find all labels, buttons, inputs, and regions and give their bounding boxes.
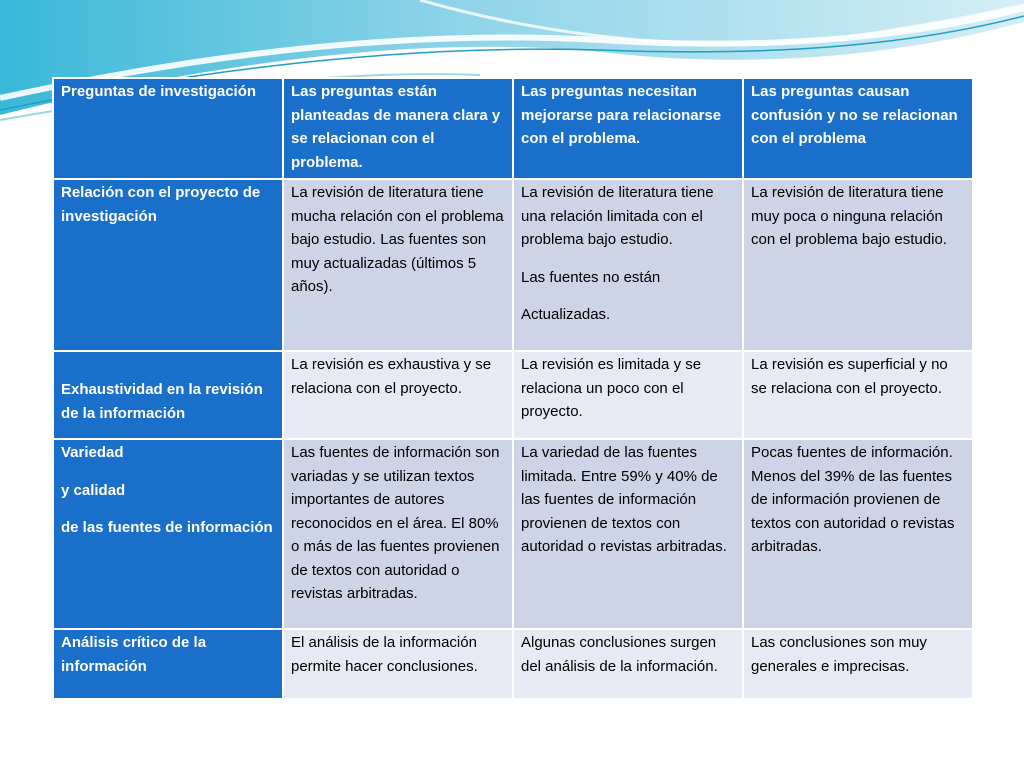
criterion-line: Variedad: [61, 444, 124, 461]
rubric-row: [53, 179, 973, 351]
header-level-low: Las preguntas causan confusión y no se relacionan con el problema: [743, 78, 973, 179]
row-level-mid: Algunas conclusiones surgen del análisis de la información.: [513, 629, 743, 699]
cell-paragraph: Actualizadas.: [521, 306, 611, 323]
rubric-row: [53, 629, 973, 699]
row-level-mid: La revisión es limitada y se relaciona un poco con el proyecto.: [513, 351, 743, 439]
row-level-high: La revisión de literatura tiene mucha relación con el problema bajo estudio. Las fuentes son muy actualizadas (últimos 5 años).: [283, 179, 513, 351]
criterion-line: de las fuentes de información: [61, 519, 273, 536]
cell-paragraph: Las fuentes no están: [521, 268, 661, 286]
row-level-high: El análisis de la información permite hacer conclusiones.: [283, 629, 513, 699]
rubric-header-row: [53, 78, 973, 179]
row-level-mid: [513, 179, 743, 351]
rubric-row: [53, 351, 973, 439]
row-level-low: Las conclusiones son muy generales e imprecisas.: [743, 629, 973, 699]
row-level-high: La revisión es exhaustiva y se relaciona con el proyecto.: [283, 351, 513, 439]
header-level-high: Las preguntas están planteadas de manera clara y se relacionan con el problema.: [283, 78, 513, 179]
row-level-low: La revisión es superficial y no se relaciona con el proyecto.: [743, 351, 973, 439]
row-level-high: Las fuentes de información son variadas y se utilizan textos importantes de autores reconocidos en el área. El 80% o más de las fuentes provienen de textos con autoridad o revistas arbitradas.: [283, 439, 513, 629]
cell-paragraph: La revisión de literatura tiene una relación limitada con el problema bajo estudio.: [521, 184, 714, 248]
rubric-row: [53, 439, 973, 629]
criterion-line: y calidad: [61, 481, 126, 499]
row-criterion: Relación con el proyecto de investigación: [53, 179, 283, 351]
row-criterion: [53, 351, 283, 439]
row-criterion: Análisis crítico de la información: [53, 629, 283, 699]
row-level-low: Pocas fuentes de información. Menos del 39% de las fuentes de información provienen de textos con autoridad o revistas arbitradas.: [743, 439, 973, 629]
row-criterion: [53, 439, 283, 629]
row-level-low: La revisión de literatura tiene muy poca o ninguna relación con el problema bajo estudio.: [743, 179, 973, 351]
row-level-mid: La variedad de las fuentes limitada. Entre 59% y 40% de las fuentes de información provienen de textos con autoridad o revistas arbitradas.: [513, 439, 743, 629]
header-criterion: Preguntas de investigación: [53, 78, 283, 179]
rubric-table: [52, 77, 974, 700]
header-level-mid: Las preguntas necesitan mejorarse para relacionarse con el problema.: [513, 78, 743, 179]
criterion-text: Exhaustividad en la revisión de la información: [61, 381, 263, 422]
